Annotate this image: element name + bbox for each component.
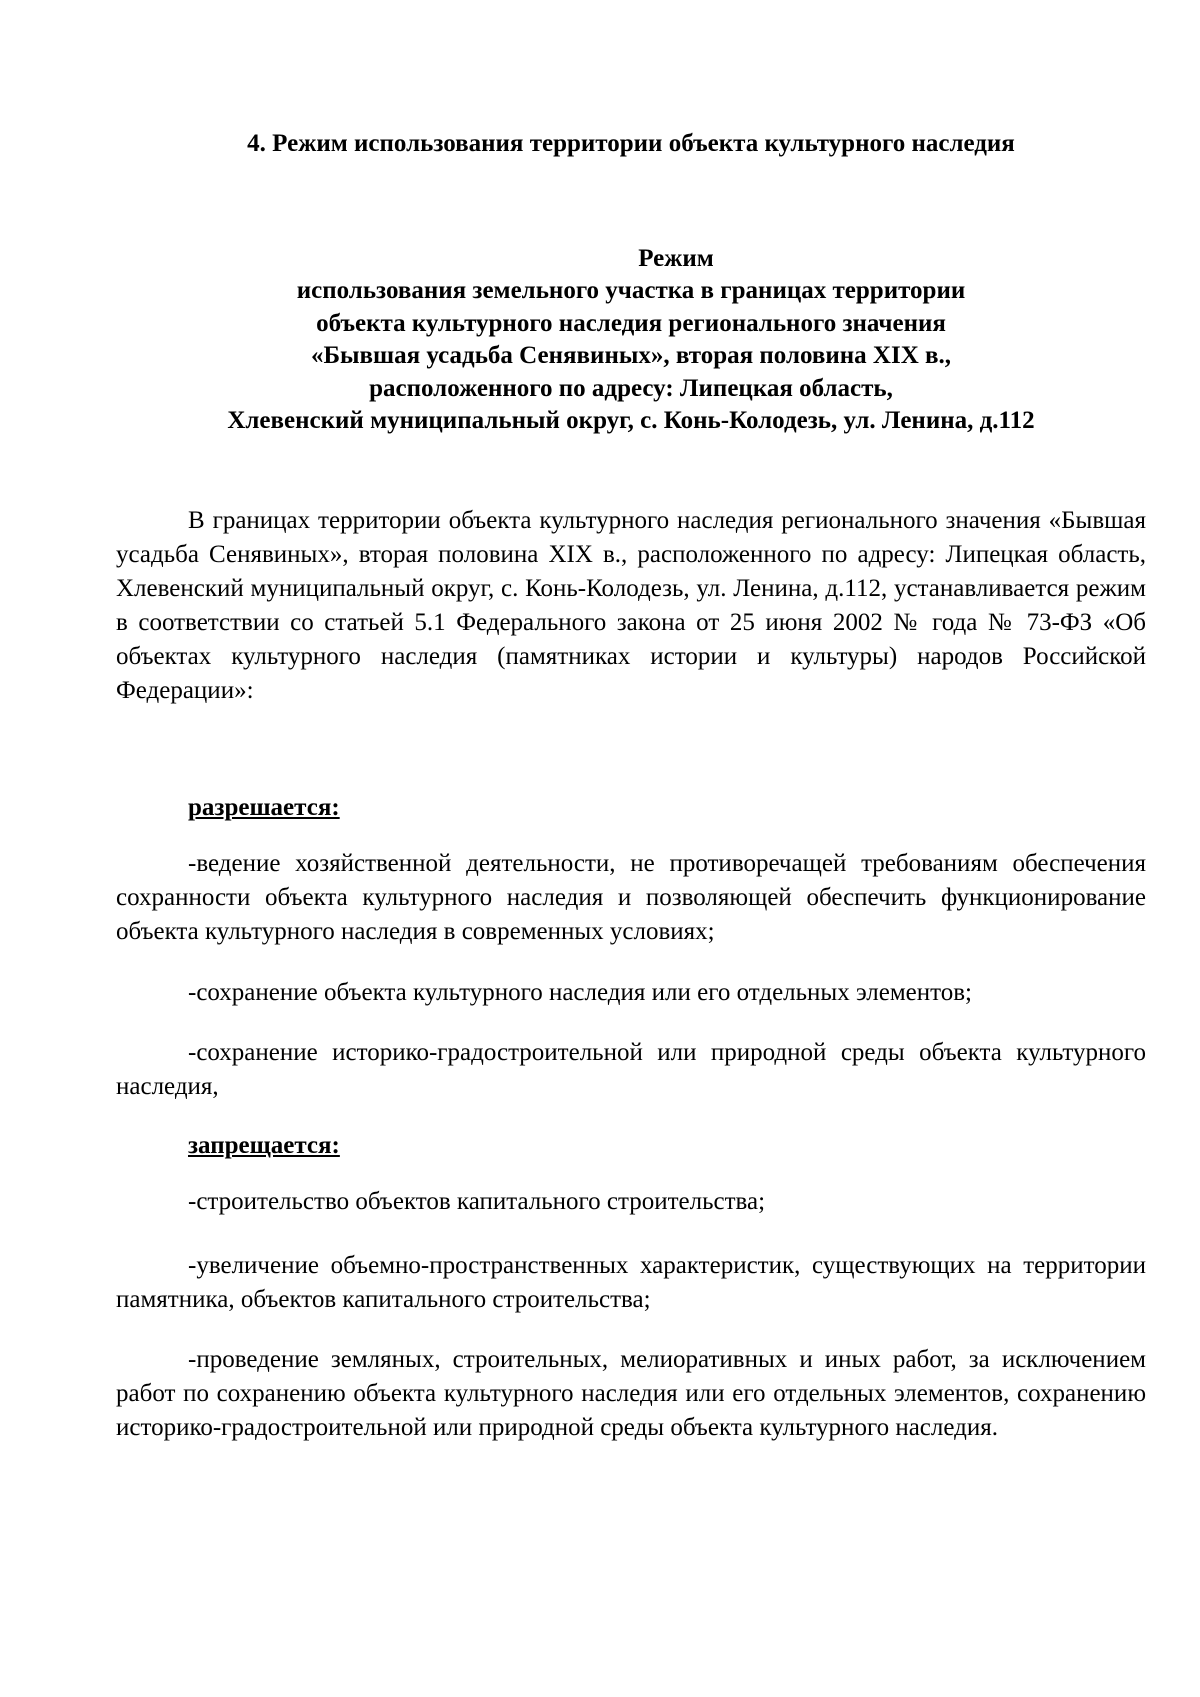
prohibited-item: -увеличение объемно-пространственных характеристик, существующих на территории памятника, объектов капитального строительства; xyxy=(116,1252,1146,1313)
allowed-item: -ведение хозяйственной деятельности, не противоречащей требованиям обеспечения сохранности объекта культурного наследия и позволяющей обеспечить функционирование объекта культурного наследия в современных условиях; xyxy=(116,850,1146,945)
regime-title-line: Хлевенский муниципальный округ, с. Конь-Колодезь, ул. Ленина, д.112 xyxy=(227,407,1035,435)
allowed-heading: разрешается: xyxy=(188,794,340,821)
prohibited-item: -проведение земляных, строительных, мелиоративных и иных работ, за исключением работ по сохранению объекта культурного наследия или его отдельных элементов, сохранению историко-градостроительной или природной среды объекта культурного наследия. xyxy=(116,1346,1146,1441)
regime-title xyxy=(116,243,1146,437)
allowed-item: -сохранение объекта культурного наследия или его отдельных элементов; xyxy=(188,979,972,1006)
intro-paragraph: В границах территории объекта культурного наследия регионального значения «Бывшая усадьба Сенявиных», вторая половина XIX в., расположенного по адресу: Липецкая область, Хлевенский муниципальный округ, с. Конь-Колодезь, ул. Ленина, д.112, устанавливается режим в соответствии со статьей 5.1 Федерального закона от 25 июня 2002 № года № 73-ФЗ «Об объектах культурного наследия (памятниках истории и культуры) народов Российской Федерации»: xyxy=(116,507,1146,704)
regime-title-line: Режим xyxy=(638,245,714,272)
regime-title-line: расположенного по адресу: Липецкая область, xyxy=(369,374,893,402)
section-title: 4. Режим использования территории объекта культурного наследия xyxy=(247,130,1015,157)
regime-title-line: объекта культурного наследия регионального значения xyxy=(316,309,946,337)
regime-title-line: «Бывшая усадьба Сенявиных», вторая половина XIX в., xyxy=(310,342,952,370)
regime-title-line: использования земельного участка в границах территории xyxy=(296,277,966,305)
prohibited-heading: запрещается: xyxy=(188,1132,340,1159)
allowed-item: -сохранение историко-градостроительной или природной среды объекта культурного наследия, xyxy=(116,1039,1146,1100)
prohibited-item: -строительство объектов капитального строительства; xyxy=(188,1188,766,1215)
